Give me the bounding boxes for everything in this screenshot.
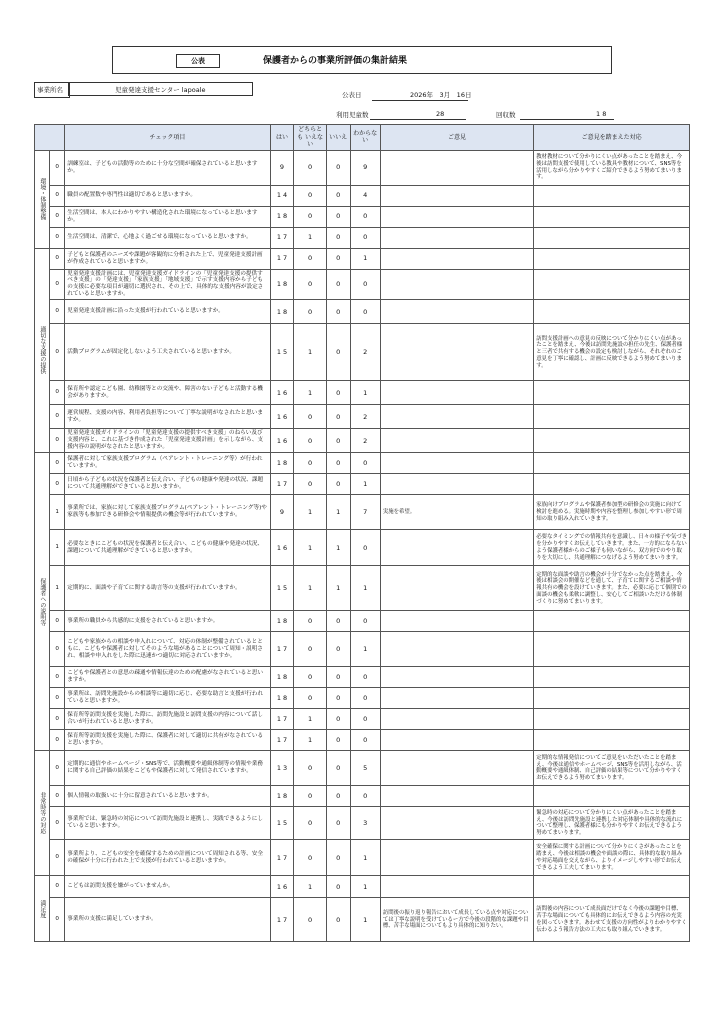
row-number: 0 (50, 667, 65, 688)
table-row (35, 324, 690, 381)
count-yes: 1 7 (270, 898, 294, 942)
row-number: 0 (50, 898, 65, 942)
count-unknown: 1 (350, 898, 380, 942)
count-yes: 1 7 (270, 248, 294, 269)
opinion-text (380, 453, 533, 474)
count-no: 0 (326, 227, 350, 248)
table-row (35, 786, 690, 807)
count-unknown: 1 (350, 876, 380, 898)
count-yes: 1 5 (270, 324, 294, 381)
count-unknown: 0 (350, 453, 380, 474)
row-number: 0 (50, 474, 65, 495)
row-number: 1 (50, 566, 65, 611)
question-text: 日頃から子どもの状況を保護者と伝え合い、子どもの健康や発達の状況、課題について共通理解ができていると思いますか。 (65, 474, 270, 495)
count-neither: 1 (294, 495, 326, 530)
count-neither: 0 (294, 185, 326, 206)
table-row (35, 269, 690, 300)
response-text (534, 667, 690, 688)
count-neither: 0 (294, 300, 326, 324)
response-text (534, 709, 690, 730)
opinion-text (380, 150, 533, 185)
row-number: 1 (50, 530, 65, 566)
responses-label: 回収数 (496, 111, 516, 119)
count-neither: 1 (294, 227, 326, 248)
responses-underline (520, 119, 614, 120)
count-no: 0 (326, 150, 350, 185)
count-unknown: 0 (350, 227, 380, 248)
date-value: 2026年 3月 16日 (410, 91, 472, 99)
response-text (534, 269, 690, 300)
count-yes: 1 8 (270, 667, 294, 688)
count-yes: 1 8 (270, 300, 294, 324)
count-yes: 1 3 (270, 751, 294, 786)
office-label: 事業所名 (34, 82, 70, 98)
table-row (35, 300, 690, 324)
opinion-text (380, 688, 533, 709)
response-text (534, 381, 690, 405)
table-row (35, 248, 690, 269)
count-unknown: 0 (350, 688, 380, 709)
count-yes: 1 7 (270, 730, 294, 751)
opinion-text (380, 709, 533, 730)
count-unknown: 0 (350, 530, 380, 566)
count-no: 0 (326, 840, 350, 876)
count-yes: 1 5 (270, 807, 294, 840)
count-unknown: 3 (350, 807, 380, 840)
row-number: 0 (50, 206, 65, 227)
count-yes: 1 7 (270, 474, 294, 495)
table-row (35, 566, 690, 611)
count-yes: 9 (270, 150, 294, 185)
count-neither: 0 (294, 632, 326, 667)
row-number: 0 (50, 730, 65, 751)
count-no: 0 (326, 611, 350, 632)
responses-value: 1 8 (596, 110, 607, 118)
table-row (35, 495, 690, 530)
count-unknown: 4 (350, 185, 380, 206)
count-no: 0 (326, 751, 350, 786)
table-row (35, 632, 690, 667)
count-yes: 1 7 (270, 632, 294, 667)
response-text (534, 632, 690, 667)
question-text: 生活空間は、本人にわかりやすい構造化された環境になっていると思いますか。 (65, 206, 270, 227)
count-yes: 1 6 (270, 381, 294, 405)
table-row (35, 876, 690, 898)
count-no: 1 (326, 530, 350, 566)
question-text: 保育所や認定こども園、幼稚園等との交流や、障害のない子どもと活動する機会がありますか。 (65, 381, 270, 405)
count-no: 0 (326, 381, 350, 405)
count-yes: 1 6 (270, 530, 294, 566)
title-box (112, 46, 612, 74)
row-number: 0 (50, 248, 65, 269)
opinion-text (380, 751, 533, 786)
count-no: 0 (326, 324, 350, 381)
table-row (35, 530, 690, 566)
public-badge: 公表 (176, 54, 220, 68)
question-text: 運営規程、支援の内容、利用者負担等について丁寧な説明がなされたと思いますか。 (65, 405, 270, 429)
category-label: 非常時等の対応 (35, 751, 50, 876)
count-neither: 1 (294, 566, 326, 611)
row-number: 0 (50, 751, 65, 786)
count-yes: 1 8 (270, 206, 294, 227)
row-number: 0 (50, 786, 65, 807)
count-unknown: 2 (350, 429, 380, 453)
count-no: 0 (326, 405, 350, 429)
count-unknown: 0 (350, 206, 380, 227)
count-neither: 0 (294, 453, 326, 474)
count-neither: 0 (294, 429, 326, 453)
count-neither: 0 (294, 206, 326, 227)
table-row (35, 898, 690, 942)
opinion-text (380, 474, 533, 495)
count-neither: 0 (294, 269, 326, 300)
opinion-text (380, 405, 533, 429)
table-row (35, 611, 690, 632)
question-text: 訓練室は、子どもの活動等のために十分な空間が確保されていると思いますか。 (65, 150, 270, 185)
count-no: 0 (326, 876, 350, 898)
count-neither: 0 (294, 248, 326, 269)
count-neither: 0 (294, 150, 326, 185)
count-no: 0 (326, 898, 350, 942)
count-yes: 1 8 (270, 269, 294, 300)
response-text (534, 405, 690, 429)
count-unknown: 0 (350, 300, 380, 324)
response-text: 必要なタイミングでの情報共有を意識し、日々の様子や気づきを分かりやすくお伝えしていきます。また、一方的にならないよう保護者様からのご様子も伺いながら、双方向でのやり取りを大切にし、共通理解につなげるよう努めてまいります。 (534, 530, 690, 566)
response-text (534, 611, 690, 632)
question-text: 活動プログラムが固定化しないよう工夫されていると思いますか。 (65, 324, 270, 381)
date-underline (372, 100, 468, 101)
count-yes: 1 7 (270, 227, 294, 248)
table-row (35, 150, 690, 185)
count-yes: 1 5 (270, 566, 294, 611)
count-unknown: 1 (350, 248, 380, 269)
header-blank (35, 125, 65, 151)
count-neither: 1 (294, 381, 326, 405)
count-neither: 1 (294, 709, 326, 730)
row-number: 0 (50, 150, 65, 185)
table-row (35, 381, 690, 405)
table-row (35, 709, 690, 730)
row-number: 0 (50, 324, 65, 381)
count-yes: 1 8 (270, 688, 294, 709)
table-row (35, 751, 690, 786)
count-yes: 1 8 (270, 786, 294, 807)
response-text: 訪問後の内容について成長面だけでなく今後の課題や目標、苦手な場面についても具体的にお伝えできるよう内容の充実を図っていきます。あわせて支援の方向性がよりわかりやすく伝わるよう報告方法の工夫にも取り組んでいきます。 (534, 898, 690, 942)
count-unknown: 0 (350, 269, 380, 300)
response-text: 訪問支援計画への意見の反映について分かりにくい点があったことを踏まえ、今後は訪問先施設の担任の先生、保護者様と三者で共有する機会の設定も検討しながら、それぞれのご意見を丁寧に確認し、計画に反映できるよう努めてまいります。 (534, 324, 690, 381)
count-neither: 0 (294, 786, 326, 807)
count-neither: 0 (294, 667, 326, 688)
count-neither: 1 (294, 876, 326, 898)
row-number: 0 (50, 185, 65, 206)
table-row (35, 185, 690, 206)
opinion-text (380, 807, 533, 840)
count-unknown: 1 (350, 381, 380, 405)
count-yes: 1 8 (270, 453, 294, 474)
header-opinion: ご意見 (380, 125, 533, 151)
category-label: 満足度 (35, 876, 50, 942)
count-unknown: 0 (350, 611, 380, 632)
response-text (534, 688, 690, 709)
header-row (35, 125, 690, 151)
opinion-text (380, 381, 533, 405)
question-text: 事業所では、緊急時の対応について訪問先施設と連携し、実践できるようにしていると思いますか。 (65, 807, 270, 840)
question-text: 職員の配置数や専門性は適切であると思いますか。 (65, 185, 270, 206)
users-underline (370, 119, 466, 120)
count-unknown: 0 (350, 786, 380, 807)
question-text: 事業所より、こどもの安全を確保するための計画について周知される等、安全の確保が十分に行われた上で支援が行われていると思いますか。 (65, 840, 270, 876)
count-unknown: 0 (350, 667, 380, 688)
question-text: 生活空間は、清潔で、心地よく過ごせる環境になっていると思いますか。 (65, 227, 270, 248)
count-neither: 0 (294, 898, 326, 942)
question-text: 児童発達支援計画に沿った支援が行われていると思いますか。 (65, 300, 270, 324)
opinion-text (380, 300, 533, 324)
row-number: 0 (50, 227, 65, 248)
question-text: 児童発達支援計画には、児童発達支援ガイドラインの「児童発達支援の提供すべき支援」の「発達支援」「家族支援」「地域支援」で示す支援内容から子どもの支援に必要な項目が適切に選択され、その上で、具体的な支援内容が設定されていると思いますか。 (65, 269, 270, 300)
response-text: 緊急時の対応について分かりにくい点があったことを踏まえ、今後は訪問先施設と連携した対応体制や具体的な流れについて整理し、保護者様にも分かりやすくお伝えできるよう努めてまいります。 (534, 807, 690, 840)
response-text (534, 300, 690, 324)
response-text (534, 429, 690, 453)
count-yes: 9 (270, 495, 294, 530)
question-text: こどもは訪問支援を嫌がっていませんか。 (65, 876, 270, 898)
count-neither: 0 (294, 688, 326, 709)
count-unknown: 5 (350, 751, 380, 786)
count-unknown: 1 (350, 566, 380, 611)
count-yes: 1 7 (270, 840, 294, 876)
count-no: 0 (326, 667, 350, 688)
users-label: 利用児童数 (336, 111, 369, 119)
count-unknown: 0 (350, 709, 380, 730)
response-text (534, 786, 690, 807)
question-text: こどもや家族からの相談や申入れについて、対応の体制が整備されているとともに、こどもや保護者に対してそのような場があることについて周知・説明され、相談や申入れをした際に迅速かつ適切に対応されていますか。 (65, 632, 270, 667)
response-text: 教材教材について分かりにくい点があったことを踏まえ、今後は訪問支援で使用している教具や教材について、SNS等を活用しながら分かりやすくご紹介できるよう努めてまいります。 (534, 150, 690, 185)
opinion-text (380, 840, 533, 876)
row-number: 0 (50, 405, 65, 429)
opinion-text (380, 227, 533, 248)
count-no: 0 (326, 688, 350, 709)
page-title: 保護者からの事業所評価の集計結果 (263, 56, 408, 66)
opinion-text (380, 324, 533, 381)
row-number: 0 (50, 632, 65, 667)
opinion-text (380, 632, 533, 667)
row-number: 0 (50, 688, 65, 709)
table-row (35, 667, 690, 688)
count-neither: 0 (294, 751, 326, 786)
count-unknown: 9 (350, 150, 380, 185)
question-text: 保育所等訪問支援を実施した際に、訪問先施設と訪問支援の内容について話し合いが行われていると思いますか。 (65, 709, 270, 730)
row-number: 0 (50, 429, 65, 453)
response-text (534, 185, 690, 206)
count-unknown: 1 (350, 632, 380, 667)
opinion-text (380, 530, 533, 566)
question-text: 定期的に通信やホームページ・SNS等で、活動概要や通級体制等の情報や業務に関する自己評価の結果をこどもや保護者に対して発信されていますか。 (65, 751, 270, 786)
table-row (35, 206, 690, 227)
table-row (35, 227, 690, 248)
question-text: 個人情報の取扱いに十分に留意されていると思いますか。 (65, 786, 270, 807)
row-number: 0 (50, 807, 65, 840)
table-row (35, 474, 690, 495)
count-no: 0 (326, 429, 350, 453)
count-no: 1 (326, 495, 350, 530)
question-text: 必要なときにこどもの状況を保護者と伝え合い、こどもの健康や発達の状況、課題について共通理解ができていると思いますか。 (65, 530, 270, 566)
category-label: 環境・体制整備 (35, 150, 50, 248)
count-yes: 1 4 (270, 185, 294, 206)
count-neither: 1 (294, 324, 326, 381)
table-row (35, 688, 690, 709)
count-no: 0 (326, 474, 350, 495)
count-no: 0 (326, 709, 350, 730)
response-text: 定期的な情報発信についてご意見をいただいたことを踏まえ、今後は通信やホームページ、SNS等を活用しながら、活動概要や通級体制、自己評価の結果等について分かりやすくお伝えできるよう努めてまいります。 (534, 751, 690, 786)
opinion-text (380, 786, 533, 807)
row-number: 0 (50, 840, 65, 876)
response-text (534, 453, 690, 474)
question-text: 保護者に対して家族支援プログラム（ペアレント・トレーニング等）が行われていますか。 (65, 453, 270, 474)
response-text: 家族向けプログラムや保護者参加型の研修会の実施に向けて検討を進める。実施時期や内容を整理し参加しやすい形で周知の取り組み入れていきます。 (534, 495, 690, 530)
row-number: 0 (50, 611, 65, 632)
office-name: 児童発達支援センター lapoale (68, 82, 253, 96)
row-number: 0 (50, 876, 65, 898)
table-row (35, 807, 690, 840)
count-unknown: 1 (350, 840, 380, 876)
count-no: 0 (326, 730, 350, 751)
header-no: いいえ (326, 125, 350, 151)
count-yes: 1 6 (270, 429, 294, 453)
count-no: 0 (326, 453, 350, 474)
question-text: 保育所等訪問支援を実施した際に、保護者に対して適切に共有がなされていると思いますか。 (65, 730, 270, 751)
response-text (534, 730, 690, 751)
count-no: 0 (326, 185, 350, 206)
count-neither: 0 (294, 840, 326, 876)
count-neither: 0 (294, 807, 326, 840)
count-neither: 1 (294, 530, 326, 566)
table-row (35, 840, 690, 876)
response-text: 定期的な面談や助言の機会が十分でなかった点を踏まえ、今後は相談会の開催などを通して、子育てに関するご相談や情報共有の機会を設けていきます。また、必要に応じて個別での面談の機会も柔軟に調整し、安心してご相談いただける体制づくりに努めてまいります。 (534, 566, 690, 611)
count-yes: 1 6 (270, 405, 294, 429)
question-text: 事業所の支援に満足していますか。 (65, 898, 270, 942)
count-neither: 0 (294, 474, 326, 495)
opinion-text (380, 185, 533, 206)
count-unknown: 2 (350, 405, 380, 429)
category-label: 保護者への説明等 (35, 453, 50, 751)
question-text: 事業所の職員から共感的に支援をされていると思いますか。 (65, 611, 270, 632)
count-neither: 1 (294, 730, 326, 751)
question-text: 事業所は、訪問先施設からの相談等に適切に応じ、必要な助言と支援が行われていると思いますか。 (65, 688, 270, 709)
count-no: 0 (326, 269, 350, 300)
header-item: チェック項目 (65, 125, 270, 151)
opinion-text (380, 730, 533, 751)
opinion-text (380, 248, 533, 269)
response-text (534, 876, 690, 898)
header-response: ご意見を踏まえた対応 (534, 125, 690, 151)
response-text (534, 474, 690, 495)
count-yes: 1 7 (270, 709, 294, 730)
opinion-text (380, 429, 533, 453)
count-unknown: 2 (350, 324, 380, 381)
date-label: 公表日 (342, 91, 362, 99)
opinion-text: 実施を希望。 (380, 495, 533, 530)
row-number: 0 (50, 269, 65, 300)
row-number: 0 (50, 381, 65, 405)
opinion-text (380, 611, 533, 632)
row-number: 1 (50, 495, 65, 530)
count-yes: 1 6 (270, 876, 294, 898)
opinion-text (380, 269, 533, 300)
count-no: 0 (326, 300, 350, 324)
table-row (35, 405, 690, 429)
row-number: 0 (50, 300, 65, 324)
row-number: 0 (50, 453, 65, 474)
row-number: 0 (50, 709, 65, 730)
question-text: 事業所では、家族に対して家族支援プログラム(ペアレント・トレーニング等)や家族等も参加できる研修会や情報提供の機会等が行われていますか。 (65, 495, 270, 530)
count-neither: 0 (294, 611, 326, 632)
count-neither: 0 (294, 405, 326, 429)
count-unknown: 0 (350, 730, 380, 751)
header-yes: はい (270, 125, 294, 151)
category-label: 適切な支援の提供 (35, 248, 50, 453)
response-text (534, 248, 690, 269)
question-text: 児童発達支援ガイドラインの「児童発達支援の提供すべき支援」のねらい及び支援内容と、これに基づき作成された「児童発達支援計画」を示しながら、支援内容の説明がなされたと思いますか。 (65, 429, 270, 453)
opinion-text (380, 566, 533, 611)
count-no: 0 (326, 248, 350, 269)
count-unknown: 1 (350, 474, 380, 495)
response-text: 安全確保に関する計画について分かりにくさがあったことを踏まえ、今後は相談の機会や面談の際に、具体的な取り組みや対応場面を交えながら、よりイメージしやすい形でお伝えできるよう工夫してまいります。 (534, 840, 690, 876)
response-text (534, 206, 690, 227)
count-no: 0 (326, 786, 350, 807)
count-yes: 1 8 (270, 611, 294, 632)
header-unknown: わからない (350, 125, 380, 151)
question-text: 定期的に、面談や子育てに関する助言等の支援が行われていますか。 (65, 566, 270, 611)
users-value: 28 (436, 110, 445, 118)
opinion-text (380, 667, 533, 688)
count-no: 0 (326, 632, 350, 667)
table-row (35, 429, 690, 453)
count-no: 1 (326, 566, 350, 611)
opinion-text (380, 876, 533, 898)
count-no: 0 (326, 206, 350, 227)
opinion-text (380, 206, 533, 227)
count-unknown: 7 (350, 495, 380, 530)
table-row (35, 730, 690, 751)
evaluation-table (34, 124, 690, 942)
count-no: 0 (326, 807, 350, 840)
header-neither: どちらとも いえない (294, 125, 326, 151)
response-text (534, 227, 690, 248)
question-text: こどもや保護者との意思の疎通や情報伝達のための配慮がなされていると思いますか。 (65, 667, 270, 688)
table-row (35, 453, 690, 474)
question-text: 子どもと保護者のニーズや課題が客観的に分析された上で、児童発達支援計画が作成されていると思いますか。 (65, 248, 270, 269)
opinion-text: 訪問後の振り返り報告において成長している点や対応については丁寧な説明を受けているー方で今後の段階的な課題や目標、苦手な場面についてもより具体的に知りたい。 (380, 898, 533, 942)
